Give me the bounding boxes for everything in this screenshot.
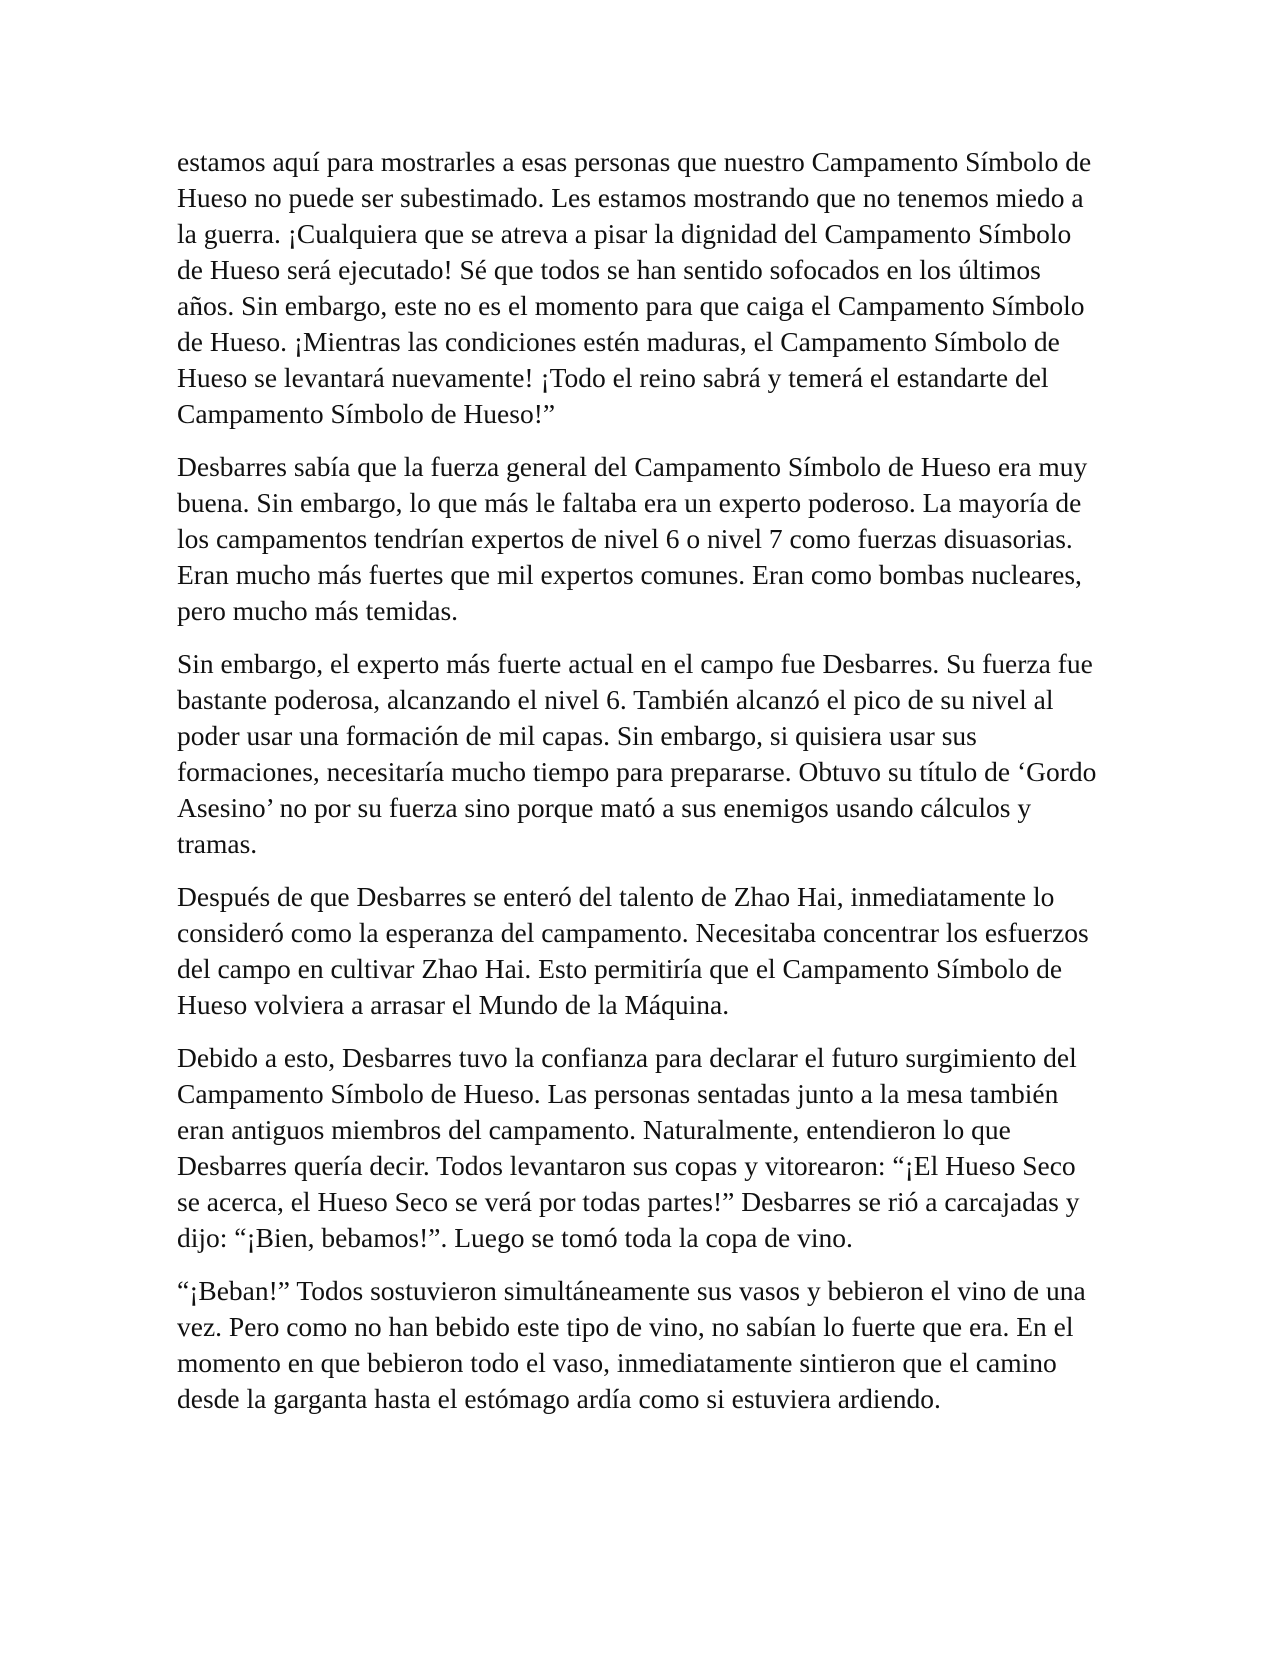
paragraph-6: “¡Beban!” Todos sostuvieron simultáneamente sus vasos y bebieron el vino de una vez. Pero como no han bebido este tipo de vino, no sabían lo fuerte que era. En el momento en que bebieron todo el vaso, inmediatamente sintieron que el camino desde la garganta hasta el estómago ardía como si estuviera ardiendo. [177, 1275, 1086, 1414]
paragraph-5: Debido a esto, Desbarres tuvo la confianza para declarar el futuro surgimiento del Campamento Símbolo de Hueso. Las personas sentadas junto a la mesa también eran antiguos miembros del campamento. Naturalmente, entendieron lo que Desbarres quería decir. Todos levantaron sus copas y vitorearon: “¡El Hueso Seco se acerca, el Hueso Seco se verá por todas partes!” Desbarres se rió a carcajadas y dijo: “¡Bien, bebamos!”. Luego se tomó toda la copa de vino. [177, 1042, 1080, 1253]
document-page [177, 144, 1102, 1434]
paragraph-4: Después de que Desbarres se enteró del talento de Zhao Hai, inmediatamente lo consideró como la esperanza del campamento. Necesitaba concentrar los esfuerzos del campo en cultivar Zhao Hai. Esto permitiría que el Campamento Símbolo de Hueso volviera a arrasar el Mundo de la Máquina. [177, 881, 1089, 1020]
paragraph-1: estamos aquí para mostrarles a esas personas que nuestro Campamento Símbolo de Hueso no puede ser subestimado. Les estamos mostrando que no tenemos miedo a la guerra. ¡Cualquiera que se atreva a pisar la dignidad del Campamento Símbolo de Hueso será ejecutado! Sé que todos se han sentido sofocados en los últimos años. Sin embargo, este no es el momento para que caiga el Campamento Símbolo de Hueso. ¡Mientras las condiciones estén maduras, el Campamento Símbolo de Hueso se levantará nuevamente! ¡Todo el reino sabrá y temerá el estandarte del Campamento Símbolo de Hueso!” [177, 146, 1092, 429]
paragraph-3: Sin embargo, el experto más fuerte actual en el campo fue Desbarres. Su fuerza fue bastante poderosa, alcanzando el nivel 6. También alcanzó el pico de su nivel al poder usar una formación de mil capas. Sin embargo, si quisiera usar sus formaciones, necesitaría mucho tiempo para prepararse. Obtuvo su título de ‘Gordo Asesino’ no por su fuerza sino porque mató a sus enemigos usando cálculos y tramas. [177, 648, 1097, 859]
paragraph-2: Desbarres sabía que la fuerza general del Campamento Símbolo de Hueso era muy buena. Sin embargo, lo que más le faltaba era un experto poderoso. La mayoría de los campamentos tendrían expertos de nivel 6 o nivel 7 como fuerzas disuasorias. Eran mucho más fuertes que mil expertos comunes. Eran como bombas nucleares, pero mucho más temidas. [177, 451, 1088, 626]
